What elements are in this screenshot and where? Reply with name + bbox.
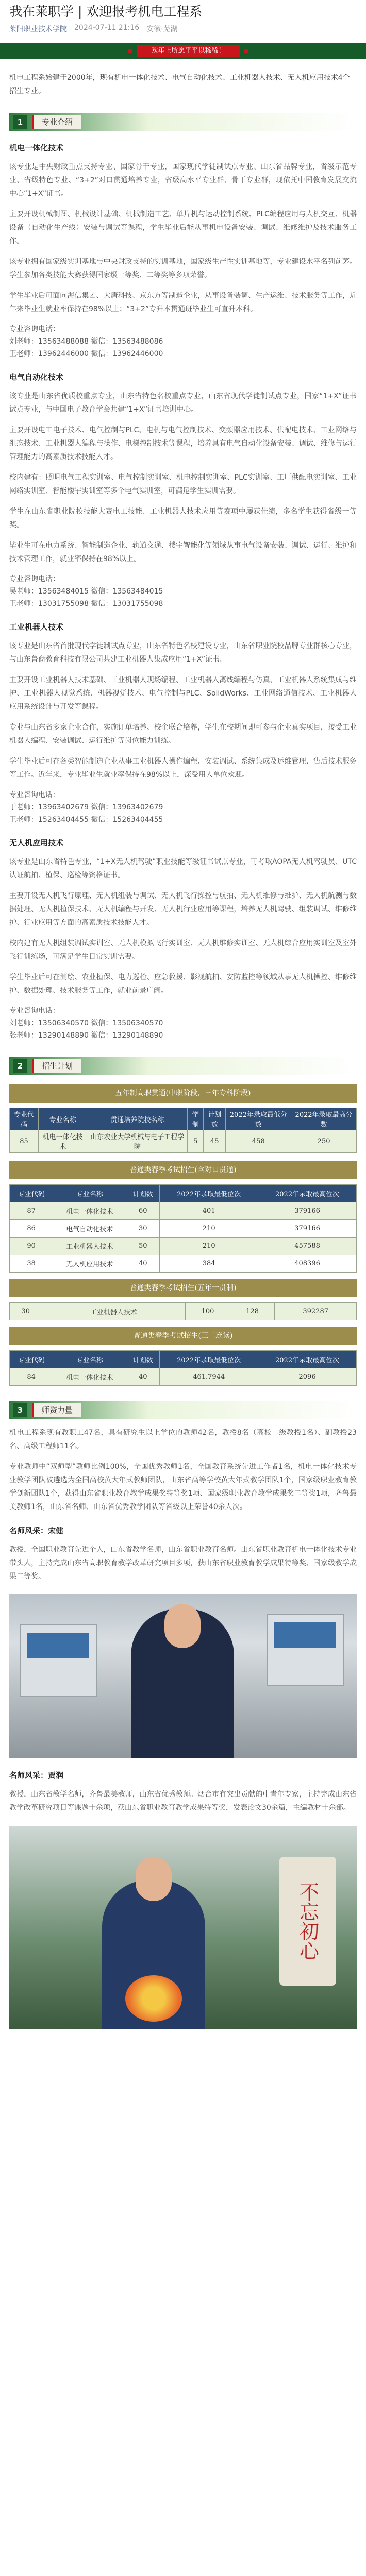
lab-equipment bbox=[267, 1614, 344, 1686]
header-banner bbox=[0, 43, 366, 59]
teacher-head bbox=[136, 1857, 172, 1901]
table-row bbox=[10, 1220, 357, 1238]
contact-line: 专业咨询电话： bbox=[9, 575, 60, 583]
table-cell: 210 bbox=[160, 1238, 258, 1255]
major-paragraph: 该专业是山东省特色专业，“1+X无人机驾驶”职业技能等级证书试点专业，可考取AOPA无人机驾驶员、UTC认证航拍、植保、巡检等资格证书。 bbox=[9, 858, 357, 879]
section-label: 专业介绍 bbox=[32, 115, 81, 129]
table-header-cell: 专业名称 bbox=[39, 1108, 87, 1130]
table-cell: 458 bbox=[226, 1130, 291, 1153]
table-cell: 86 bbox=[10, 1220, 53, 1238]
major-paragraph: 毕业生可在电力系统、智能制造企业、轨道交通、楼宇智能化等领域从事电气设备安装、调试、运行、维护和技术管理工作，就业率保持在98%以上。 bbox=[9, 541, 357, 563]
contact-line: 张老师：13290148890 微信：13290148890 bbox=[9, 1031, 163, 1040]
banner-dot-right bbox=[244, 49, 248, 53]
major-contact bbox=[9, 1005, 357, 1042]
table-row bbox=[10, 1303, 357, 1320]
table-header-cell: 学制 bbox=[188, 1108, 204, 1130]
table-header-cell: 专业名称 bbox=[53, 1351, 126, 1368]
table-header-cell: 计划数 bbox=[126, 1351, 160, 1368]
table-row bbox=[10, 1255, 357, 1273]
major-title: 电气自动化技术 bbox=[9, 372, 64, 382]
contact-line: 王老师：13031755098 微信：13031755098 bbox=[9, 600, 163, 608]
table-cell: 机电一体化技术 bbox=[39, 1130, 87, 1153]
major-title: 工业机器人技术 bbox=[9, 622, 64, 632]
section-label: 师资力量 bbox=[32, 1403, 81, 1417]
section-number: 1 bbox=[13, 115, 27, 129]
table-cell: 401 bbox=[160, 1202, 258, 1220]
table-cell: 210 bbox=[160, 1220, 258, 1238]
section-number: 3 bbox=[13, 1403, 27, 1417]
table-cell: 50 bbox=[126, 1238, 160, 1255]
table-header-cell: 2022年录取最低分数 bbox=[226, 1108, 291, 1130]
table-cell: 384 bbox=[160, 1255, 258, 1273]
table-cell: 电气自动化技术 bbox=[53, 1220, 126, 1238]
lab-equipment bbox=[20, 1624, 97, 1697]
table-cell: 392287 bbox=[275, 1303, 357, 1320]
publish-date: 2024-07-11 21:16 bbox=[74, 24, 140, 32]
section-header-faculty bbox=[9, 1401, 357, 1419]
table-cell: 457588 bbox=[258, 1238, 357, 1255]
table-cell: 45 bbox=[204, 1130, 226, 1153]
major-block bbox=[9, 371, 357, 610]
publish-location: 安徽·芜湖 bbox=[146, 25, 178, 33]
table-cell: 工业机器人技术 bbox=[53, 1238, 126, 1255]
major-paragraph: 学生毕业后可在测绘、农业植保、电力巡检、应急救援、影视航拍、安防监控等领域从事无人机操控、维修维护、数据处理、技术服务等工作，就业前景广阔。 bbox=[9, 973, 357, 995]
teacher-head bbox=[164, 1604, 201, 1648]
table-header-cell: 2022年录取最低位次 bbox=[160, 1351, 258, 1368]
table-cell: 60 bbox=[126, 1202, 160, 1220]
major-contact bbox=[9, 789, 357, 826]
contact-line: 于老师：13963402679 微信：13963402679 bbox=[9, 803, 163, 811]
table-header-cell: 2022年录取最高位次 bbox=[258, 1185, 357, 1202]
table-cell: 461.7944 bbox=[160, 1368, 258, 1386]
table-cell: 128 bbox=[230, 1303, 275, 1320]
major-contact bbox=[9, 573, 357, 610]
table-header-cell: 2022年录取最高分数 bbox=[291, 1108, 357, 1130]
table-cell: 山东农业大学机械与电子工程学院 bbox=[87, 1130, 188, 1153]
table-header-cell: 专业代码 bbox=[10, 1185, 53, 1202]
major-paragraph: 专业与山东省多家企业合作，实施订单培养、校企联合培养，学生在校期间即可参与企业真实项目，接受工业机器人编程、安装调试、运行维护等岗位能力训练。 bbox=[9, 723, 357, 745]
table-header-cell: 2022年录取最低位次 bbox=[160, 1185, 258, 1202]
table-header-cell: 计划数 bbox=[126, 1185, 160, 1202]
plan-table-caption: 普通类春季考试招生(五年一贯制) bbox=[9, 1279, 357, 1297]
major-block bbox=[9, 621, 357, 826]
major-title: 无人机应用技术 bbox=[9, 838, 64, 848]
contact-line: 专业咨询电话： bbox=[9, 791, 60, 799]
major-paragraph: 校内建有：照明电气工程实训室、电气控制实训室、机电控制实训室、PLC实训室、工厂供配电实训室、工业网络实训室、智能楼宇实训室等多个电气实训室，可满足学生实训需要。 bbox=[9, 473, 357, 495]
contact-line: 刘老师：13506340570 微信：13506340570 bbox=[9, 1019, 163, 1027]
faculty-paragraph: 机电工程系现有教职工47名，具有研究生以上学位的教师42名，教授8名（高校二级教授1名）、副教授23名、高级工程师11名。 bbox=[9, 1429, 357, 1450]
table-cell: 5 bbox=[188, 1130, 204, 1153]
author-link[interactable]: 莱阳职业技术学院 bbox=[9, 25, 67, 33]
table-cell: 84 bbox=[10, 1368, 53, 1386]
major-paragraph: 学生毕业后可面向海信集团、大唐科技、京东方等制造企业，从事设备装调、生产运维、技术服务等工作，近年来毕业生就业率保持在98%以上；“3+2”专升本贯通班毕业生可直升本科。 bbox=[9, 292, 357, 313]
teacher-photo bbox=[9, 1826, 357, 2029]
table-header-cell: 2022年录取最高位次 bbox=[258, 1351, 357, 1368]
major-paragraph: 学生毕业后可在各类智能制造企业从事工业机器人操作编程、安装调试、系统集成及运维管理、售后技术服务等工作。近年来，专业毕业生就业率保持在98%以上，深受用人单位欢迎。 bbox=[9, 757, 357, 779]
major-block bbox=[9, 142, 357, 360]
plan-table-1 bbox=[9, 1108, 357, 1153]
table-header-cell: 专业名称 bbox=[53, 1185, 126, 1202]
plan-table-caption: 五年制高职贯通(中职阶段，三年专科阶段) bbox=[9, 1084, 357, 1103]
contact-line: 刘老师：13563488088 微信：13563488086 bbox=[9, 337, 163, 346]
major-paragraph: 主要开设无人机飞行原理、无人机组装与调试、无人机飞行操控与航拍、无人机维修与维护、无人机航测与数据处理、无人机植保技术、无人机编程与开发、无人机行业应用等课程，培养无人机驾驶、组装调试、维修维护、行业应用等方面的高素质技术技能人才。 bbox=[9, 892, 357, 927]
table-cell: 379166 bbox=[258, 1202, 357, 1220]
section-header-plan bbox=[9, 1057, 357, 1075]
plan-table-4 bbox=[9, 1350, 357, 1386]
contact-line: 吴老师：13563484015 微信：13563484015 bbox=[9, 587, 163, 596]
teacher-profile bbox=[9, 1525, 357, 1583]
table-cell: 30 bbox=[126, 1220, 160, 1238]
teacher-bio: 教授，全国职业教育先进个人，山东省教学名师，山东省职业教育名师。山东省职业教育机电一体化技术专业带头人，主持完成山东省高职教育教学改革研究项目多项，获山东省职业教育教学成果特等奖、国家级教学成果二等奖。 bbox=[9, 1546, 357, 1581]
teacher-name: 名师风采：宋健 bbox=[9, 1526, 64, 1535]
article bbox=[0, 0, 366, 34]
contact-line: 专业咨询电话： bbox=[9, 325, 60, 333]
major-title: 机电一体化技术 bbox=[9, 143, 64, 152]
teacher-profile bbox=[9, 1770, 357, 1815]
table-header-cell: 贯通培养院校名称 bbox=[87, 1108, 188, 1130]
article-title: 我在莱职学 | 欢迎报考机电工程系 bbox=[9, 4, 203, 19]
major-paragraph: 主要开设工业机器人技术基础、工业机器人现场编程、工业机器人离线编程与仿真、工业机器人系统集成与维护、工业机器人视觉系统、机器视觉技术、电气控制与PLC、SolidWorks、工业网络通信技术、工业机器人应用系统设计与开发等课程。 bbox=[9, 676, 357, 711]
table-cell: 90 bbox=[10, 1238, 53, 1255]
table-row bbox=[10, 1202, 357, 1220]
table-cell: 40 bbox=[126, 1255, 160, 1273]
table-cell: 40 bbox=[126, 1368, 160, 1386]
major-paragraph: 该专业是中央财政重点支持专业、国家骨干专业，国家现代学徒制试点专业、山东省品牌专业，省级示范专业、省级特色专业、“3+2”对口贯通培养专业，省级高水平专业群、骨干专业群，现依托中国教育发展交流中心“1+X”证书。 bbox=[9, 163, 357, 198]
major-paragraph: 该专业拥有国家级实训基地与中央财政支持的实训基地，国家级生产性实训基地等，专业建设水平名列前茅。学生参加各类技能大赛获得国家级一等奖、二等奖等多项荣誉。 bbox=[9, 258, 357, 279]
table-cell: 机电一体化技术 bbox=[53, 1202, 126, 1220]
plan-table-3 bbox=[9, 1302, 357, 1320]
table-row bbox=[10, 1130, 357, 1153]
contact-line: 王老师：13962446000 微信：13962446000 bbox=[9, 350, 163, 358]
table-cell: 250 bbox=[291, 1130, 357, 1153]
table-cell: 100 bbox=[186, 1303, 230, 1320]
plan-table-caption: 普通类春季考试招生(三二连读) bbox=[9, 1327, 357, 1345]
table-row bbox=[10, 1368, 357, 1386]
table-cell: 38 bbox=[10, 1255, 53, 1273]
table-cell: 2096 bbox=[258, 1368, 357, 1386]
teacher-name: 名师风采：贾润 bbox=[9, 1771, 64, 1780]
section-number: 2 bbox=[13, 1059, 27, 1073]
major-paragraph: 校内建有无人机组装调试实训室、无人机模拟飞行实训室、无人机维修实训室、无人机综合应用实训室及室外飞行训练场，可满足学生日常实训需要。 bbox=[9, 939, 357, 961]
table-cell: 85 bbox=[10, 1130, 39, 1153]
table-cell: 工业机器人技术 bbox=[42, 1303, 186, 1320]
major-block bbox=[9, 837, 357, 1042]
major-paragraph: 该专业是山东省首批现代学徒制试点专业，山东省特色名校建设专业，山东省职业院校品牌专业群核心专业，与山东鲁商教育科技有限公司共建工业机器人集成应用“1+X”证书。 bbox=[9, 642, 357, 664]
table-header-cell: 计划数 bbox=[204, 1108, 226, 1130]
major-contact bbox=[9, 323, 357, 360]
table-cell: 87 bbox=[10, 1202, 53, 1220]
table-row bbox=[10, 1238, 357, 1255]
plan-table-2 bbox=[9, 1184, 357, 1273]
table-cell: 无人机应用技术 bbox=[53, 1255, 126, 1273]
table-cell: 379166 bbox=[258, 1220, 357, 1238]
plan-table-caption: 普通类春季考试招生(含对口贯通) bbox=[9, 1161, 357, 1179]
intro-paragraph: 机电工程系始建于2000年，现有机电一体化技术、电气自动化技术、工业机器人技术、无人机应用技术4个招生专业。 bbox=[9, 74, 350, 95]
banner-dot-left bbox=[128, 49, 132, 53]
table-header-cell: 专业代码 bbox=[10, 1351, 53, 1368]
teacher-bio: 教授，山东省教学名师，齐鲁最美教师，山东省优秀教师。烟台市有突出贡献的中青年专家，主持完成山东省教学改革研究项目等课题十余项，获山东省职业教育教学成果特等奖，发表论文30余篇，主编教材十余部。 bbox=[9, 1790, 357, 1812]
section-label: 招生计划 bbox=[32, 1059, 81, 1073]
major-paragraph: 主要开设机械制图、机械设计基础、机械制造工艺、单片机与运动控制系统、PLC编程应用与人机交互、机器设备（自动化生产线）安装与调试等课程，学生毕业后能从事机电设备安装、调试、维修维护及技术服务工作。 bbox=[9, 210, 357, 245]
article-meta bbox=[9, 24, 357, 34]
section-header-majors bbox=[9, 113, 357, 131]
majors-list bbox=[9, 142, 357, 1042]
contact-line: 王老师：15263404455 微信：15263404455 bbox=[9, 816, 163, 824]
faculty-paragraph: 专业教师中“双师型”教师比例100%，全国优秀教师1名，全国教育系统先进工作者1名，机电一体化技术专业教学团队被遴选为全国高校黄大年式教师团队，山东省高等学校黄大年式教学团队1个，国家级职业教育教学创新团队1个，获得山东省职业教育教学成果奖特等奖1项、国家级职业教育教学成果奖二等奖1项，齐鲁最美教师1名，山东省名师、山东省优秀教学团队等省级以上荣誉40余人次。 bbox=[9, 1463, 357, 1511]
table-cell: 30 bbox=[10, 1303, 42, 1320]
major-paragraph: 该专业是山东省优质校重点专业，山东省特色名校重点专业，山东省现代学徒制试点专业，国家“1+X”证书试点专业，与中国电子教育学会共建“1+X”证书培训中心。 bbox=[9, 392, 357, 414]
table-cell: 408396 bbox=[258, 1255, 357, 1273]
contact-line: 专业咨询电话： bbox=[9, 1007, 60, 1015]
table-header-cell: 专业代码 bbox=[10, 1108, 39, 1130]
major-paragraph: 学生在山东省职业院校技能大赛电工技能、工业机器人技术应用等赛项中屡获佳绩，多名学生获得省级一等奖。 bbox=[9, 507, 357, 529]
flower-bouquet bbox=[125, 1975, 182, 2022]
teacher-photo bbox=[9, 1594, 357, 1758]
table-cell: 机电一体化技术 bbox=[53, 1368, 126, 1386]
memorial-stone: 不忘初心 bbox=[279, 1857, 336, 1986]
major-paragraph: 主要开设电工电子技术、电气控制与PLC、电机与电气控制技术、变频器应用技术、供配电技术、工业网络与组态技术、工业机器人编程与操作、电梯控制技术等课程，培养具有电气自动化设备安装、调试、维修与运行管理能力的高素质技术技能人才。 bbox=[9, 426, 357, 461]
banner-ribbon: 欢年上所愿平平以稀稀！ bbox=[137, 45, 240, 57]
